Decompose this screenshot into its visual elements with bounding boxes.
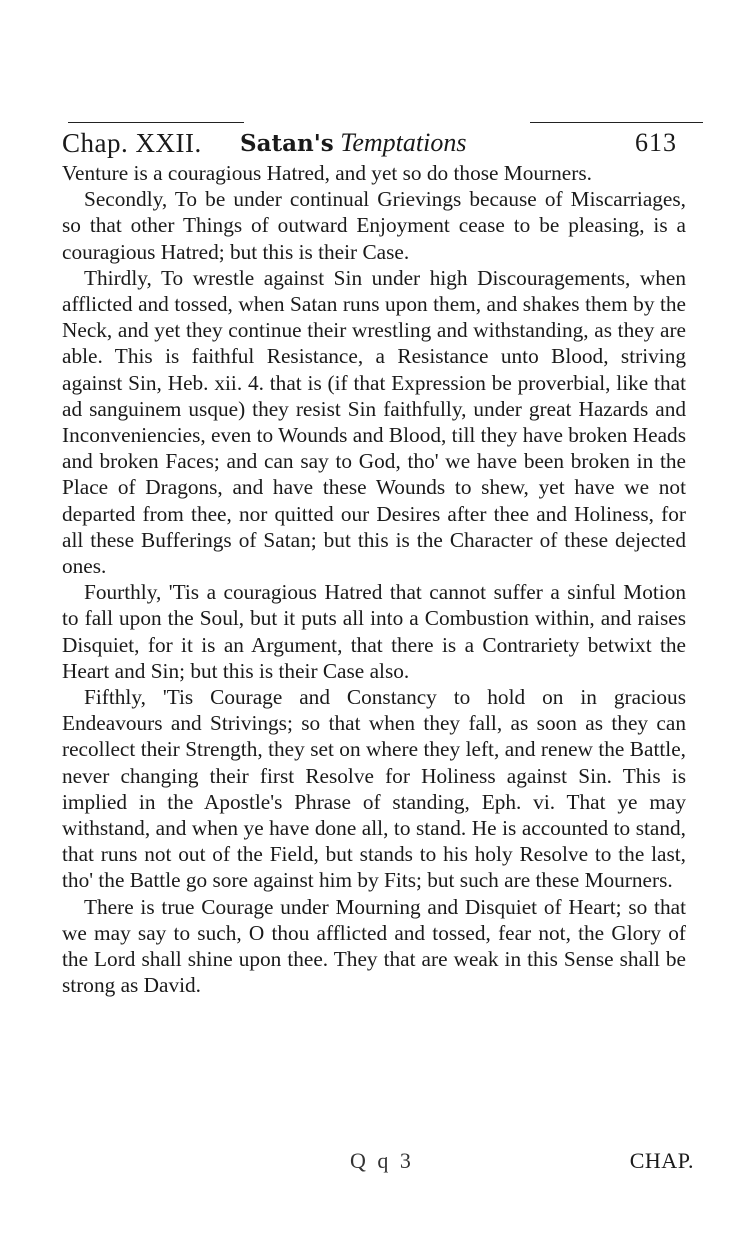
paragraph-secondly: Secondly, To be under continual Grievings because of Miscarriages, so that other Things of outward Enjoyment cease to be pleasing, is a couragious Hatred; but this is their Case. xyxy=(62,187,686,264)
paragraph-conclusion: There is true Courage under Mourning and Disquiet of Heart; so that we may say to such, O thou afflicted and tossed, fear not, the Glory of the Lord shall shine upon thee. They that are weak in this Sense shall be strong as David. xyxy=(62,894,686,998)
paragraph-continuation: Venture is a couragious Hatred, and yet so do those Mourners. xyxy=(62,161,592,185)
paragraph-fourthly: Fourthly, 'Tis a couragious Hatred that cannot suffer a sinful Motion to fall upon the Soul, but it puts all into a Combustion within, and raises Disquiet, for it is an Argument, that there is a Contrariety betwixt the Heart and Sin; but this is their Case also. xyxy=(62,580,686,683)
signature-mark: Q q 3 xyxy=(350,1148,414,1173)
running-title-blackletter: Satan's xyxy=(240,130,334,157)
running-title-italic: Temptations xyxy=(340,128,467,157)
page-footer xyxy=(62,1148,694,1178)
header-rule-gap xyxy=(244,118,530,126)
paragraph-thirdly: Thirdly, To wrestle against Sin under high Discouragements, when afflicted and tossed, when Satan runs upon them, and shakes them by the Neck, and yet they continue their wrestling and withstanding, as they are able. This is faithful Resistance, a Resistance unto Blood, striving against Sin, Heb. xii. 4. that is (if that Expression be proverbial, like that ad sanguinem usque) they resist Sin faithfully, under great Hazards and Inconveniencies, even to Wounds and Blood, till they have broken Heads and broken Faces; and can say to God, tho' we have been broken in the Place of Dragons, and have these Wounds to shew, yet have we not departed from thee, nor quitted our Desires after thee and Holiness, for all these Bufferings of Satan; but this is the Character of these dejected ones. xyxy=(62,265,686,579)
body-text xyxy=(62,160,686,999)
page-number: 613 xyxy=(635,128,677,157)
catchword: CHAP. xyxy=(629,1148,694,1173)
chapter-label: Chap. XXII. xyxy=(62,128,202,158)
running-title xyxy=(240,128,466,158)
paragraph-fifthly: Fifthly, 'Tis Courage and Constancy to hold on in gracious Endeavours and Strivings; so that when they fall, as soon as they can recollect their Strength, they set on where they left, and renew the Battle, never changing their first Resolve for Holiness against Sin. This is implied in the Apostle's Phrase of standing, Eph. vi. That ye may withstand, and when ye have done all, to stand. He is accounted to stand, that runs not out of the Field, but stands to his holy Resolve to the last, tho' the Battle go sore against him by Fits; but such are these Mourners. xyxy=(62,685,686,893)
